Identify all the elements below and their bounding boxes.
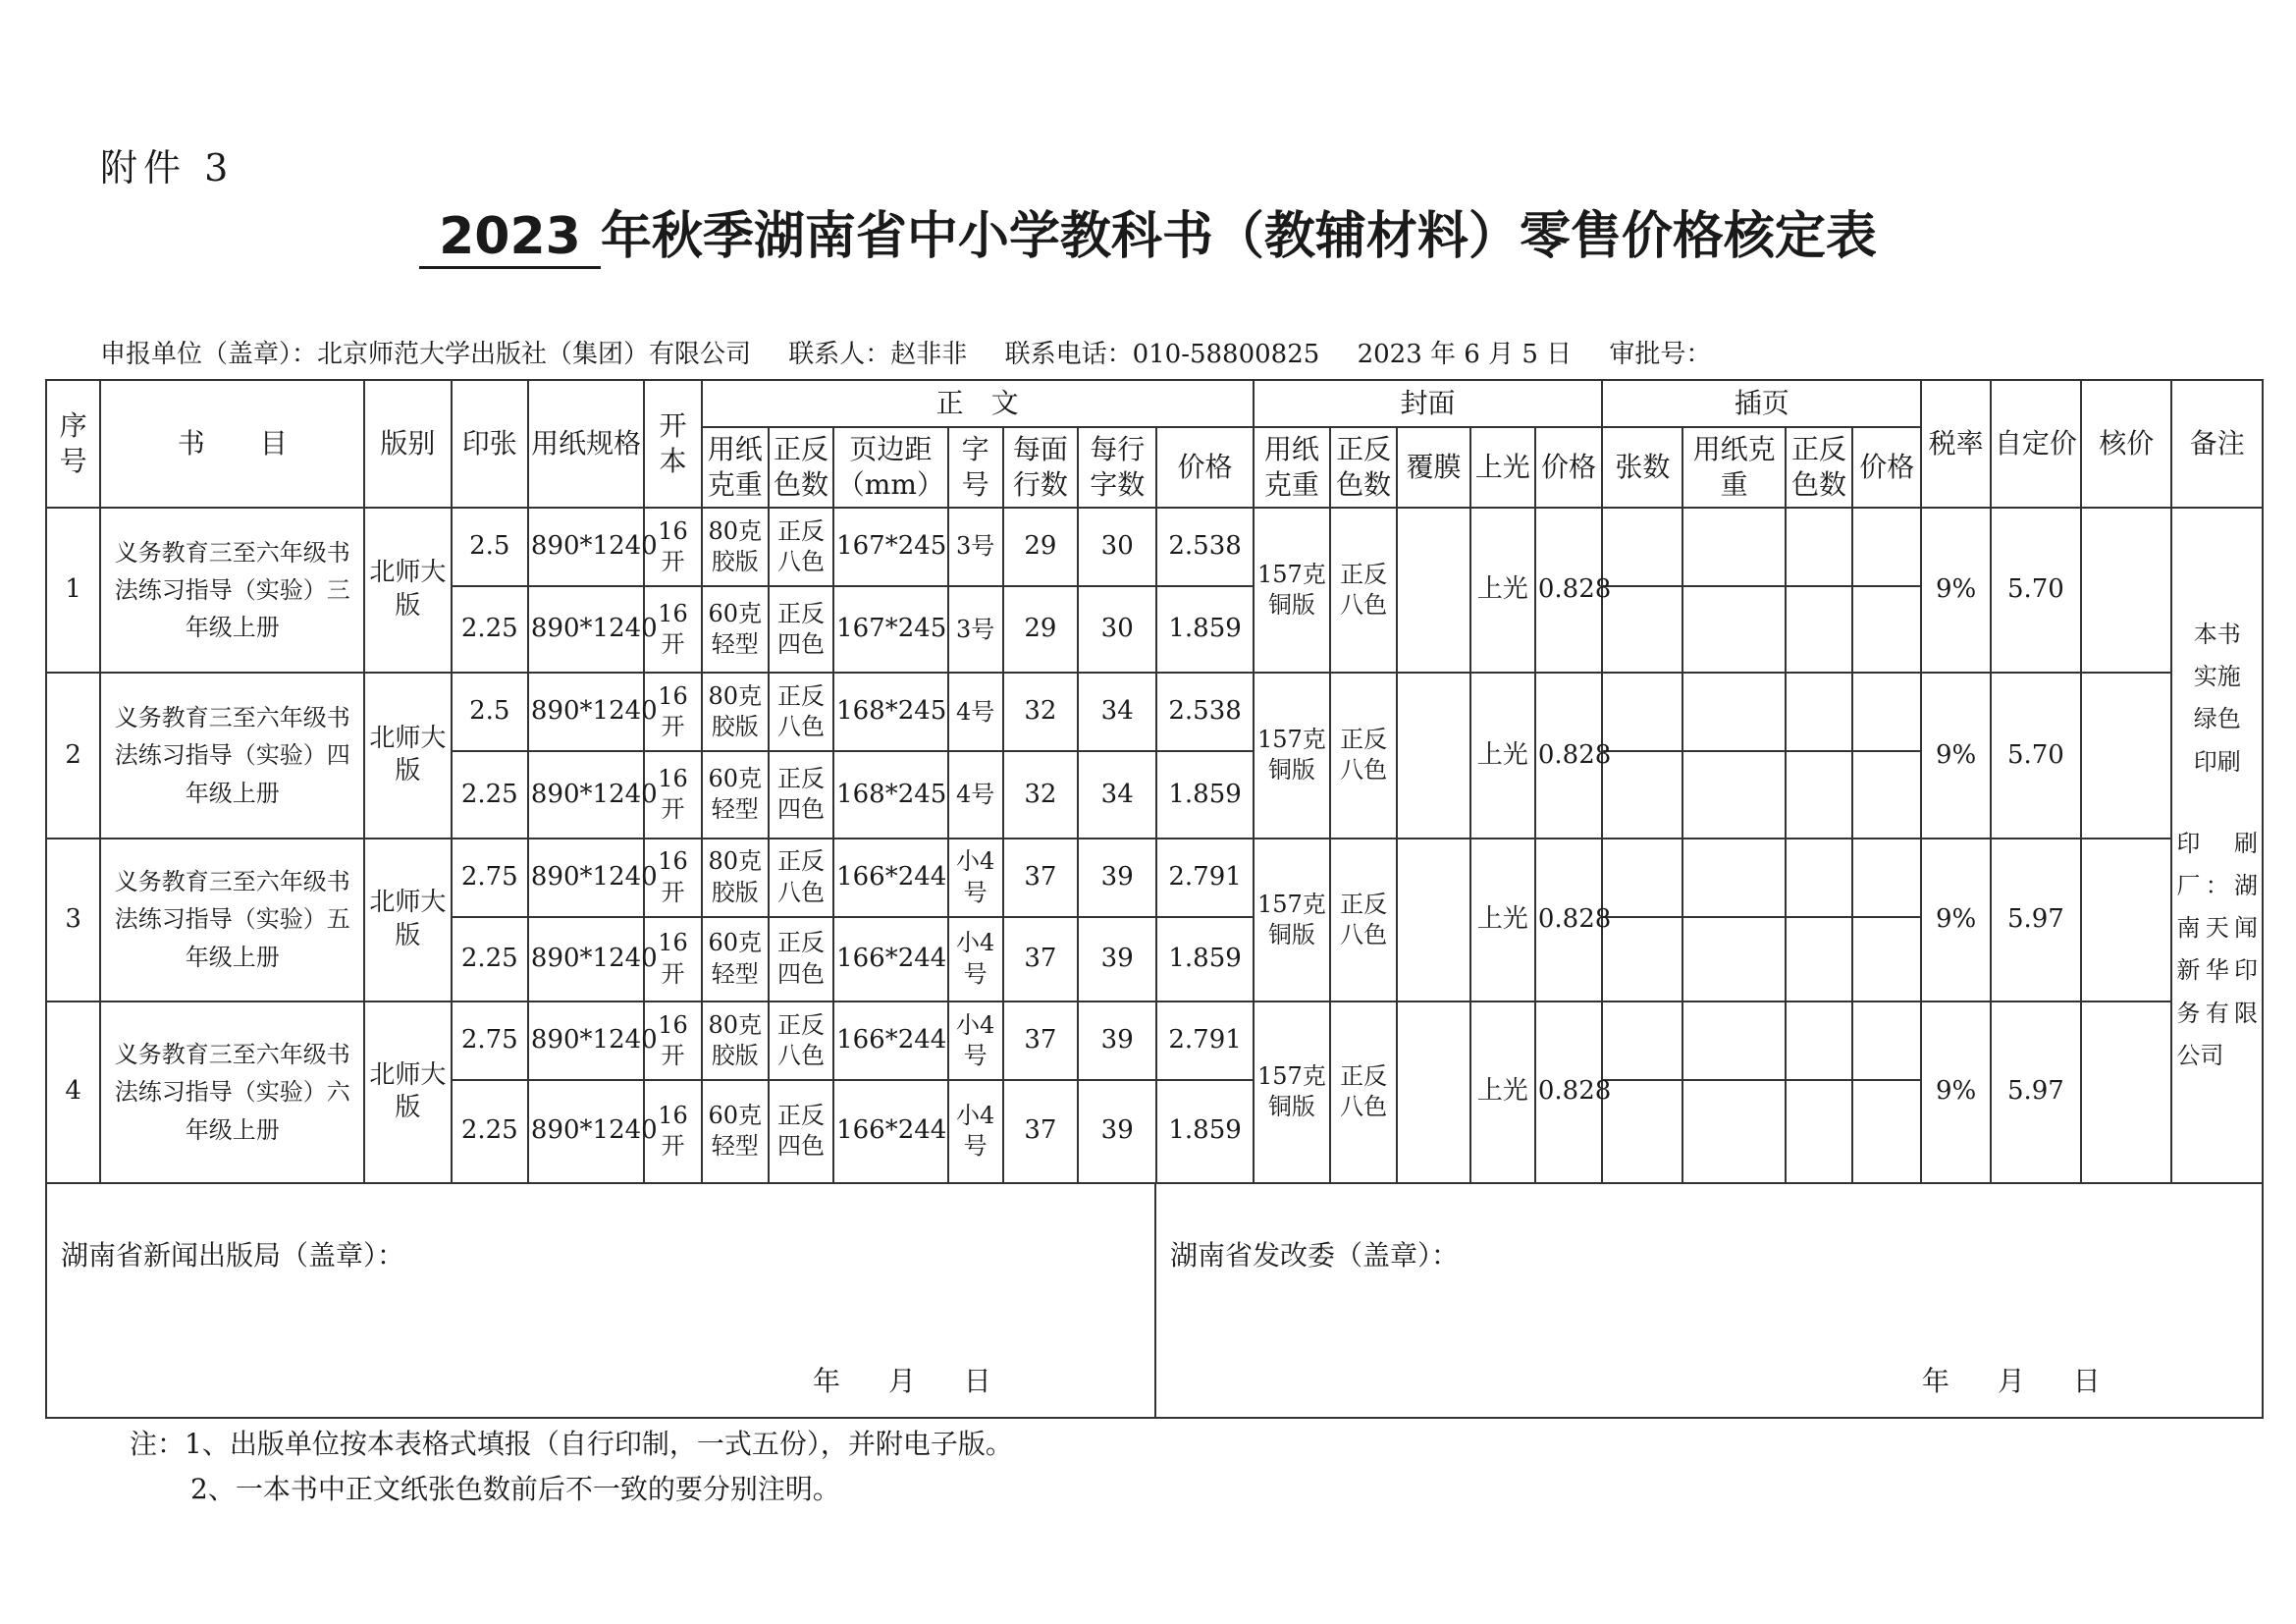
text-price: 1.859 (1156, 586, 1253, 673)
book-format: 16开 (644, 751, 701, 838)
text-paper-weight: 60克轻型 (702, 917, 769, 1001)
cover-paper-weight: 157克铜版 (1254, 673, 1330, 838)
insert-weight (1682, 508, 1785, 586)
paper-spec: 890*1240 (528, 586, 644, 673)
header-edition: 版别 (364, 380, 451, 508)
declaration-date: 2023 年 6 月 5 日 (1357, 340, 1573, 369)
header-zw-weight: 用纸克重 (702, 427, 769, 508)
self-price: 5.97 (1991, 1001, 2081, 1183)
print-sheets: 2.5 (452, 508, 528, 586)
title-text: 年秋季湖南省中小学教科书（教辅材料）零售价格核定表 (600, 207, 1877, 266)
attachment-label: 附件 3 (100, 146, 235, 189)
remark-printer: 印刷厂：湖南天闻新华印务有限公司 (2176, 829, 2258, 1069)
text-margin: 168*245 (833, 673, 947, 751)
remark-cell (2171, 508, 2263, 1183)
header-in-weight: 用纸克重 (1682, 427, 1785, 508)
print-sheets: 2.25 (452, 917, 528, 1001)
header-cover: 封面 (1254, 380, 1602, 427)
header-cv-gloss: 上光 (1470, 427, 1535, 508)
text-price: 2.538 (1156, 508, 1253, 586)
tax-rate: 9% (1921, 508, 1990, 673)
paper-spec: 890*1240 (528, 751, 644, 838)
text-price: 2.791 (1156, 839, 1253, 917)
insert-weight (1682, 1080, 1785, 1183)
text-color-count: 正反八色 (769, 508, 833, 586)
table-row (46, 508, 2263, 586)
header-remark: 备注 (2171, 380, 2263, 508)
check-price (2081, 508, 2171, 673)
header-zw-chars: 每行字数 (1078, 427, 1156, 508)
title-year: 2023 (419, 207, 601, 269)
insert-color (1786, 1080, 1852, 1183)
price-table (45, 379, 2264, 1184)
book-seq: 4 (46, 1001, 100, 1183)
text-chars: 30 (1078, 586, 1156, 673)
insert-color (1786, 673, 1852, 751)
text-margin: 166*244 (833, 1001, 947, 1080)
page-title (0, 194, 2296, 269)
book-format: 16开 (644, 508, 701, 586)
header-insert: 插页 (1602, 380, 1921, 427)
cover-gloss: 上光 (1470, 839, 1535, 1001)
text-margin: 166*244 (833, 917, 947, 1001)
cover-price: 0.828 (1535, 508, 1602, 673)
approval-number: 审批号： (1609, 340, 1712, 369)
paper-spec: 890*1240 (528, 508, 644, 586)
book-title: 义务教育三至六年级书法练习指导（实验）三年级上册 (100, 508, 364, 673)
book-title: 义务教育三至六年级书法练习指导（实验）四年级上册 (100, 673, 364, 838)
text-color-count: 正反四色 (769, 751, 833, 838)
header-check-price: 核价 (2081, 380, 2171, 508)
insert-weight (1682, 673, 1785, 751)
press-bureau-label: 湖南省新闻出版局（盖章）： (61, 1239, 405, 1272)
text-lines: 37 (1003, 1001, 1078, 1080)
text-chars: 34 (1078, 673, 1156, 751)
book-seq: 3 (46, 839, 100, 1001)
cover-film (1397, 1001, 1469, 1183)
print-sheets: 2.25 (452, 751, 528, 838)
book-format: 16开 (644, 673, 701, 751)
print-sheets: 2.25 (452, 586, 528, 673)
book-seq: 1 (46, 508, 100, 673)
insert-weight (1682, 751, 1785, 838)
text-font-size: 小4号 (948, 839, 1003, 917)
book-edition: 北师大版 (364, 673, 451, 838)
text-price: 1.859 (1156, 1080, 1253, 1183)
table-row (46, 673, 2263, 751)
text-price: 1.859 (1156, 917, 1253, 1001)
print-sheets: 2.75 (452, 1001, 528, 1080)
text-color-count: 正反八色 (769, 1001, 833, 1080)
text-paper-weight: 60克轻型 (702, 1080, 769, 1183)
self-price: 5.70 (1991, 508, 2081, 673)
paper-spec: 890*1240 (528, 1001, 644, 1080)
cover-paper-weight: 157克铜版 (1254, 508, 1330, 673)
remark-green-print: 本书实施绿色印刷 (2193, 621, 2241, 776)
book-edition: 北师大版 (364, 1001, 451, 1183)
text-lines: 37 (1003, 839, 1078, 917)
insert-count (1602, 839, 1682, 917)
insert-color (1786, 508, 1852, 586)
text-lines: 29 (1003, 586, 1078, 673)
insert-price (1852, 839, 1921, 917)
header-format: 开本 (644, 380, 701, 508)
header-zw-price: 价格 (1156, 427, 1253, 508)
header-in-count: 张数 (1602, 427, 1682, 508)
paper-spec: 890*1240 (528, 673, 644, 751)
text-color-count: 正反八色 (769, 673, 833, 751)
text-color-count: 正反八色 (769, 839, 833, 917)
book-title: 义务教育三至六年级书法练习指导（实验）五年级上册 (100, 839, 364, 1001)
text-margin: 168*245 (833, 751, 947, 838)
cover-gloss: 上光 (1470, 508, 1535, 673)
text-lines: 32 (1003, 751, 1078, 838)
check-price (2081, 673, 2171, 838)
insert-color (1786, 586, 1852, 673)
print-sheets: 2.75 (452, 839, 528, 917)
contact-person: 联系人：赵非非 (788, 340, 968, 369)
text-font-size: 4号 (948, 751, 1003, 838)
book-edition: 北师大版 (364, 839, 451, 1001)
paper-spec: 890*1240 (528, 917, 644, 1001)
text-chars: 39 (1078, 839, 1156, 917)
declaration-info (100, 334, 1740, 370)
book-title: 义务教育三至六年级书法练习指导（实验）六年级上册 (100, 1001, 364, 1183)
paper-spec: 890*1240 (528, 839, 644, 917)
header-in-color: 正反色数 (1786, 427, 1852, 508)
note-2: 2、一本书中正文纸张色数前后不一致的要分别注明。 (190, 1473, 840, 1505)
text-color-count: 正反四色 (769, 586, 833, 673)
header-zw-color: 正反色数 (769, 427, 833, 508)
book-edition: 北师大版 (364, 508, 451, 673)
insert-color (1786, 1001, 1852, 1080)
cover-price: 0.828 (1535, 673, 1602, 838)
self-price: 5.97 (1991, 839, 2081, 1001)
ndrc-label: 湖南省发改委（盖章）： (1170, 1239, 1460, 1272)
price-table-body (46, 508, 2263, 1183)
insert-price (1852, 751, 1921, 838)
text-price: 2.538 (1156, 673, 1253, 751)
book-seq: 2 (46, 673, 100, 838)
table-row (46, 1001, 2263, 1080)
text-lines: 37 (1003, 1080, 1078, 1183)
insert-weight (1682, 839, 1785, 917)
insert-price (1852, 917, 1921, 1001)
header-zw-margin: 页边距（mm） (833, 427, 947, 508)
text-font-size: 3号 (948, 586, 1003, 673)
text-chars: 39 (1078, 917, 1156, 1001)
text-lines: 37 (1003, 917, 1078, 1001)
insert-count (1602, 673, 1682, 751)
ndrc-cell (1156, 1183, 2264, 1417)
insert-price (1852, 1001, 1921, 1080)
insert-price (1852, 586, 1921, 673)
insert-color (1786, 839, 1852, 917)
text-price: 2.791 (1156, 1001, 1253, 1080)
ndrc-date: 年 月 日 (1922, 1365, 2101, 1397)
tax-rate: 9% (1921, 1001, 1990, 1183)
header-self-price: 自定价 (1991, 380, 2081, 508)
text-paper-weight: 60克轻型 (702, 751, 769, 838)
insert-price (1852, 673, 1921, 751)
text-font-size: 4号 (948, 673, 1003, 751)
cover-color-count: 正反八色 (1330, 1001, 1397, 1183)
text-price: 1.859 (1156, 751, 1253, 838)
insert-price (1852, 1080, 1921, 1183)
header-tax: 税率 (1921, 380, 1990, 508)
cover-price: 0.828 (1535, 1001, 1602, 1183)
header-sheets: 印张 (452, 380, 528, 508)
cover-film (1397, 839, 1469, 1001)
text-paper-weight: 80克胶版 (702, 839, 769, 917)
insert-color (1786, 751, 1852, 838)
notes (130, 1422, 1013, 1512)
cover-price: 0.828 (1535, 839, 1602, 1001)
cover-color-count: 正反八色 (1330, 673, 1397, 838)
text-margin: 166*244 (833, 1080, 947, 1183)
text-chars: 34 (1078, 751, 1156, 838)
header-seq: 序号 (46, 380, 100, 508)
insert-count (1602, 508, 1682, 586)
tax-rate: 9% (1921, 839, 1990, 1001)
text-paper-weight: 60克轻型 (702, 586, 769, 673)
insert-count (1602, 917, 1682, 1001)
book-format: 16开 (644, 586, 701, 673)
text-font-size: 3号 (948, 508, 1003, 586)
check-price (2081, 839, 2171, 1001)
note-1: 注：1、出版单位按本表格式填报（自行印制，一式五份），并附电子版。 (130, 1428, 1013, 1460)
text-font-size: 小4号 (948, 1080, 1003, 1183)
text-chars: 39 (1078, 1001, 1156, 1080)
cover-gloss: 上光 (1470, 673, 1535, 838)
header-cv-film: 覆膜 (1397, 427, 1469, 508)
declaring-unit: 申报单位（盖章）：北京师范大学出版社（集团）有限公司 (100, 340, 752, 369)
tax-rate: 9% (1921, 673, 1990, 838)
insert-color (1786, 917, 1852, 1001)
insert-count (1602, 751, 1682, 838)
paper-spec: 890*1240 (528, 1080, 644, 1183)
cover-film (1397, 673, 1469, 838)
text-lines: 32 (1003, 673, 1078, 751)
cover-gloss: 上光 (1470, 1001, 1535, 1183)
header-in-price: 价格 (1852, 427, 1921, 508)
insert-weight (1682, 917, 1785, 1001)
text-paper-weight: 80克胶版 (702, 673, 769, 751)
insert-count (1602, 586, 1682, 673)
header-zhengwen: 正 文 (702, 380, 1254, 427)
book-format: 16开 (644, 1080, 701, 1183)
approval-footer (45, 1183, 2264, 1419)
text-margin: 167*245 (833, 586, 947, 673)
text-paper-weight: 80克胶版 (702, 508, 769, 586)
insert-count (1602, 1001, 1682, 1080)
text-font-size: 小4号 (948, 917, 1003, 1001)
insert-count (1602, 1080, 1682, 1183)
text-color-count: 正反四色 (769, 917, 833, 1001)
header-cv-price: 价格 (1535, 427, 1602, 508)
header-book: 书 目 (100, 380, 364, 508)
press-bureau-cell (47, 1183, 1156, 1417)
insert-weight (1682, 586, 1785, 673)
book-format: 16开 (644, 917, 701, 1001)
header-zw-font: 字号 (948, 427, 1003, 508)
header-paper-spec: 用纸规格 (528, 380, 644, 508)
header-cv-weight: 用纸克重 (1254, 427, 1330, 508)
text-margin: 166*244 (833, 839, 947, 917)
print-sheets: 2.25 (452, 1080, 528, 1183)
text-lines: 29 (1003, 508, 1078, 586)
cover-color-count: 正反八色 (1330, 508, 1397, 673)
self-price: 5.70 (1991, 673, 2081, 838)
text-font-size: 小4号 (948, 1001, 1003, 1080)
text-margin: 167*245 (833, 508, 947, 586)
check-price (2081, 1001, 2171, 1183)
table-row (46, 839, 2263, 917)
text-chars: 39 (1078, 1080, 1156, 1183)
header-cv-color: 正反色数 (1330, 427, 1397, 508)
cover-paper-weight: 157克铜版 (1254, 839, 1330, 1001)
press-bureau-date: 年 月 日 (813, 1365, 991, 1397)
text-color-count: 正反四色 (769, 1080, 833, 1183)
cover-paper-weight: 157克铜版 (1254, 1001, 1330, 1183)
insert-weight (1682, 1001, 1785, 1080)
text-chars: 30 (1078, 508, 1156, 586)
contact-phone: 联系电话：010-58800825 (1004, 340, 1320, 369)
cover-film (1397, 508, 1469, 673)
text-paper-weight: 80克胶版 (702, 1001, 769, 1080)
print-sheets: 2.5 (452, 673, 528, 751)
cover-color-count: 正反八色 (1330, 839, 1397, 1001)
header-zw-lines: 每面行数 (1003, 427, 1078, 508)
book-format: 16开 (644, 1001, 701, 1080)
insert-price (1852, 508, 1921, 586)
book-format: 16开 (644, 839, 701, 917)
